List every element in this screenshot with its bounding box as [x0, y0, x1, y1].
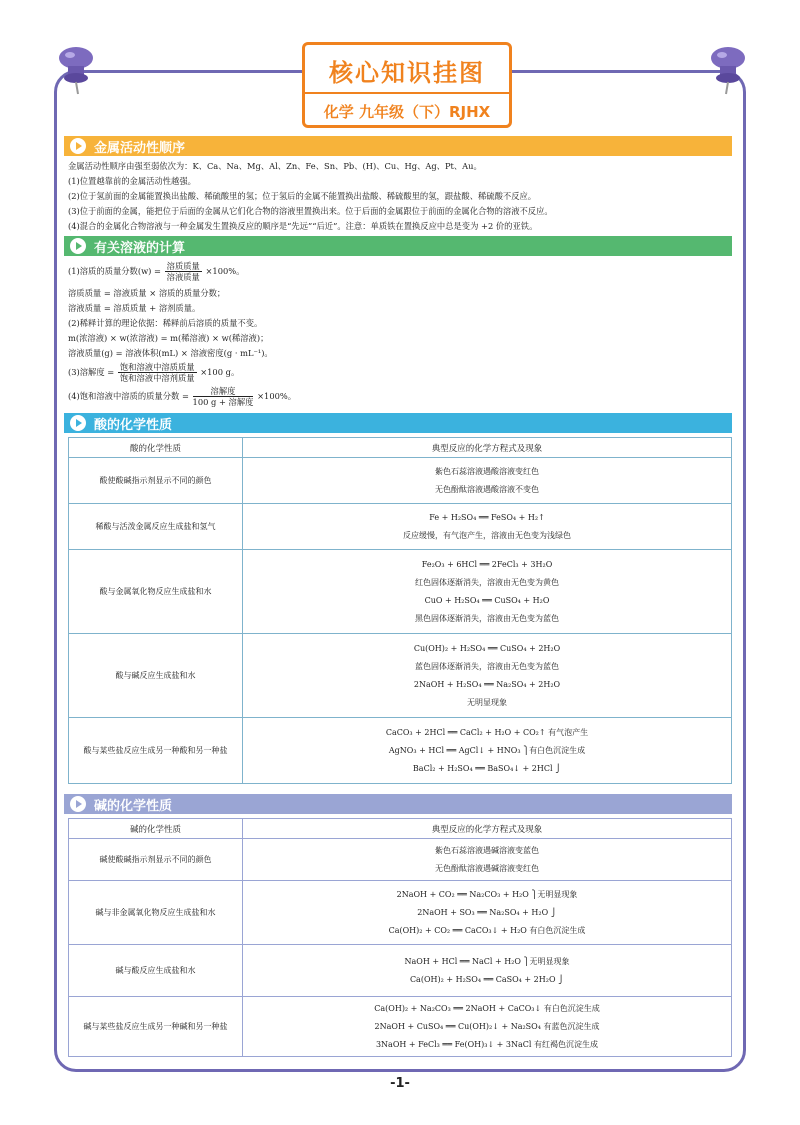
table-cell: CaCO₃ + 2HCl ══ CaCl₂ + H₂O + CO₂↑ 有气泡产生 AgNO₃ + HCl ══ AgCl↓ + HNO₃ ⎫有白色沉淀生成 BaCl₂ + H₂SO₄ ══ BaSO₄↓ + 2HCl ⎭ — [243, 718, 732, 784]
text-line: (3)位于前面的金属，能把位于后面的金属从它们化合物的溶液里置换出来。位于后面的金属跟位于前面的金属化合物的溶液不反应。 — [68, 206, 553, 216]
base-table — [68, 818, 732, 1057]
pushpin-icon — [56, 44, 96, 96]
table-row — [69, 839, 732, 881]
page-title: 核心知识挂图 — [329, 59, 485, 87]
section-header-acid — [64, 413, 732, 433]
section-title: 碱的化学性质 — [94, 799, 173, 814]
text-line: m(浓溶液) × w(浓溶液) = m(稀溶液) × w(稀溶液)； — [68, 333, 269, 343]
page-number: -1- — [390, 1076, 410, 1091]
table-cell: 稀酸与活泼金属反应生成盐和氢气 — [69, 504, 243, 550]
text-line: (4)混合的金属化合物溶液与一种金属发生置换反应的顺序是“先远”“后近”。注意：单质铁在置换反应中总是变为 +2 价的亚铁。 — [68, 221, 538, 231]
table-cell: NaOH + HCl ══ NaCl + H₂O ⎫无明显现象 Ca(OH)₂ + H₂SO₄ ══ CaSO₄ + 2H₂O ⎭ — [243, 945, 732, 997]
table-cell: 酸与某些盐反应生成另一种酸和另一种盐 — [69, 718, 243, 784]
play-icon — [70, 796, 86, 812]
formula-line: (1)溶质的质量分数(w) = $\frac{\text{溶质质量}}{\text{溶液质量}}$ ×100%。 — [68, 261, 245, 282]
table-row — [69, 634, 732, 718]
section-title: 有关溶液的计算 — [94, 241, 186, 256]
table-cell: Ca(OH)₂ + Na₂CO₃ ══ 2NaOH + CaCO₃↓ 有白色沉淀生成 2NaOH + CuSO₄ ══ Cu(OH)₂↓ + Na₂SO₄ 有蓝色沉淀生成 3NaOH + FeCl₃ ══ Fe(OH)₃↓ + 3NaCl 有红褐色沉淀生成 — [243, 997, 732, 1057]
column-header: 典型反应的化学方程式及现象 — [243, 819, 732, 839]
table-cell: 紫色石蕊溶液遇碱溶液变蓝色 无色酚酞溶液遇碱溶液变红色 — [243, 839, 732, 881]
table-cell: 碱与某些盐反应生成另一种碱和另一种盐 — [69, 997, 243, 1057]
table-cell: Fe + H₂SO₄ ══ FeSO₄ + H₂↑ 反应缓慢，有气泡产生，溶液由无色变为浅绿色 — [243, 504, 732, 550]
table-cell: Fe₂O₃ + 6HCl ══ 2FeCl₃ + 3H₂O 红色固体逐渐消失，溶液由无色变为黄色 CuO + H₂SO₄ ══ CuSO₄ + H₂O 黑色固体逐渐消失，溶液由无色变为蓝色 — [243, 550, 732, 634]
table-cell: 酸与碱反应生成盐和水 — [69, 634, 243, 718]
page-subtitle: 化学 九年级（下）RJHX — [323, 103, 491, 121]
table-cell: 紫色石蕊溶液遇酸溶液变红色 无色酚酞溶液遇酸溶液不变色 — [243, 458, 732, 504]
section-title: 酸的化学性质 — [94, 418, 173, 433]
column-header: 酸的化学性质 — [69, 438, 243, 458]
text-line: 溶液质量(g) = 溶液体积(mL) × 溶液密度(g · mL⁻¹)。 — [68, 348, 273, 358]
acid-table — [68, 437, 732, 784]
table-row — [69, 945, 732, 997]
text-line: 溶质质量 = 溶液质量 × 溶质的质量分数； — [68, 288, 226, 298]
formula-line: (4)饱和溶液中溶质的质量分数 = $\frac{\text{溶解度}}{\text{100 g + 溶解度}}$ ×100%。 — [68, 386, 297, 407]
play-icon — [70, 138, 86, 154]
section-header-solution — [64, 236, 732, 256]
table-cell: 碱与酸反应生成盐和水 — [69, 945, 243, 997]
table-row — [69, 881, 732, 945]
table-row — [69, 458, 732, 504]
formula-line: (3)溶解度 = $\frac{\text{饱和溶液中溶质质量}}{\text{饱和溶液中溶剂质量}}$ ×100 g。 — [68, 362, 240, 383]
text-line: 金属活动性顺序由强至弱依次为：K、Ca、Na、Mg、Al、Zn、Fe、Sn、Pb、(H)、Cu、Hg、Ag、Pt、Au。 — [68, 161, 482, 171]
play-icon — [70, 415, 86, 431]
pushpin-icon — [708, 44, 748, 96]
section-title: 金属活动性顺序 — [94, 141, 186, 156]
table-cell: 酸与金属氧化物反应生成盐和水 — [69, 550, 243, 634]
table-row — [69, 550, 732, 634]
column-header: 碱的化学性质 — [69, 819, 243, 839]
text-line: 溶液质量 = 溶质质量 + 溶剂质量。 — [68, 303, 201, 313]
title-card — [302, 42, 512, 128]
title-divider — [305, 92, 509, 94]
play-icon — [70, 238, 86, 254]
text-line: (1)位置越靠前的金属活动性越强。 — [68, 176, 196, 186]
table-cell: 酸使酸碱指示剂显示不同的颜色 — [69, 458, 243, 504]
table-cell: Cu(OH)₂ + H₂SO₄ ══ CuSO₄ + 2H₂O 蓝色固体逐渐消失，溶液由无色变为蓝色 2NaOH + H₂SO₄ ══ Na₂SO₄ + 2H₂O 无明显现象 — [243, 634, 732, 718]
table-row — [69, 997, 732, 1057]
table-row — [69, 504, 732, 550]
column-header: 典型反应的化学方程式及现象 — [243, 438, 732, 458]
section-header-metal — [64, 136, 732, 156]
section-header-base — [64, 794, 732, 814]
table-cell: 碱使酸碱指示剂显示不同的颜色 — [69, 839, 243, 881]
text-line: (2)位于氢前面的金属能置换出盐酸、稀硫酸里的氢；位于氢后的金属不能置换出盐酸、稀硫酸里的氢，跟盐酸、稀硫酸不反应。 — [68, 191, 537, 201]
table-row — [69, 718, 732, 784]
table-cell: 2NaOH + CO₂ ══ Na₂CO₃ + H₂O ⎫无明显现象 2NaOH + SO₃ ══ Na₂SO₄ + H₂O ⎭ Ca(OH)₂ + CO₂ ══ CaCO₃↓ + H₂O 有白色沉淀生成 — [243, 881, 732, 945]
text-line: (2)稀释计算的理论依据：稀释前后溶质的质量不变。 — [68, 318, 263, 328]
table-cell: 碱与非金属氧化物反应生成盐和水 — [69, 881, 243, 945]
